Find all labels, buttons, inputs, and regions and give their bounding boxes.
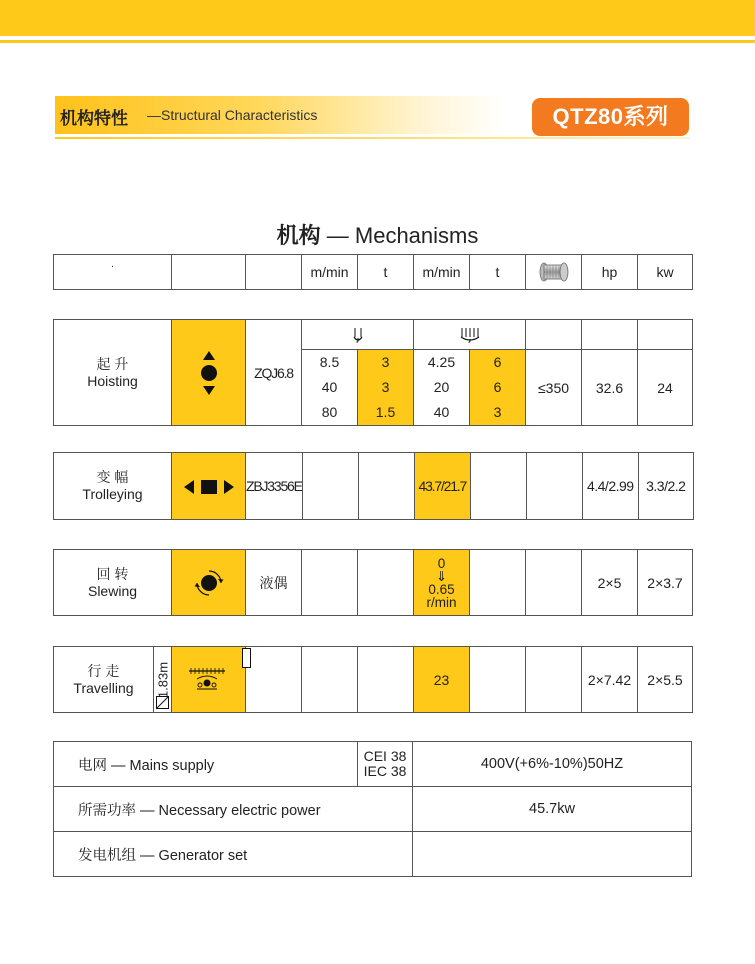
travelling-speed: 23 — [414, 647, 470, 713]
travelling-speed1 — [302, 647, 358, 713]
travelling-table — [53, 646, 693, 713]
hoisting-table — [53, 319, 693, 426]
power-supply-table — [53, 741, 692, 877]
header-load1-unit: t — [358, 255, 414, 290]
hoisting-load1 — [358, 350, 414, 426]
double-fall-hook-icon — [459, 327, 481, 343]
section-title-en: —Structural Characteristics — [147, 107, 318, 123]
trolleying-speed1 — [302, 453, 358, 520]
wire-rope-drum-icon — [539, 261, 569, 283]
mains-standard-iec: IEC 38 — [363, 763, 407, 779]
hoist-up-down-icon — [198, 350, 220, 396]
hoisting-load2-value: 6 — [493, 354, 502, 370]
hoisting-name-cn: 起 升 — [96, 355, 129, 372]
hoisting-name-cell — [54, 320, 172, 426]
travelling-load1 — [358, 647, 414, 713]
hoisting-rope: ≤350 — [526, 350, 582, 426]
mechanisms-header-table — [53, 254, 693, 290]
trolleying-name-en: Trolleying — [82, 486, 143, 502]
travelling-hp: 2×7.42 — [582, 647, 638, 713]
travelling-model — [246, 647, 302, 713]
slewing-rotation-icon — [194, 568, 224, 598]
slewing-speed-from: 0 — [437, 555, 446, 571]
travelling-bogie-icon — [185, 665, 233, 695]
header-kw: kw — [638, 255, 693, 290]
trolleying-name-cell — [54, 453, 172, 520]
rail-section-icon — [242, 648, 251, 668]
top-yellow-line — [0, 40, 755, 43]
slewing-name-en: Slewing — [87, 582, 138, 599]
hoisting-speed1-value: 40 — [321, 379, 338, 395]
travelling-name-cell — [54, 647, 154, 713]
hoisting-hp-header — [582, 320, 638, 350]
hoisting-speed2-value: 40 — [433, 404, 450, 420]
header-cell-blank — [54, 255, 172, 290]
slewing-load2 — [470, 550, 526, 616]
hoisting-speed1-value: 8.5 — [319, 354, 340, 370]
trolley-left-right-icon — [183, 479, 235, 495]
travelling-gauge-cell — [154, 647, 172, 713]
trolleying-rope — [526, 453, 582, 520]
hoisting-speed2 — [414, 350, 470, 426]
hoisting-model: ZQJ6.8 — [246, 320, 302, 426]
hoisting-hp: 32.6 — [582, 350, 638, 426]
generator-set-value — [413, 832, 692, 877]
travelling-load2 — [470, 647, 526, 713]
section-title-cn: 机构特性 — [60, 109, 128, 128]
header-speed2-unit: m/min — [414, 255, 470, 290]
necessary-power-value: 45.7kw — [413, 787, 692, 832]
hoisting-load2-value: 3 — [493, 404, 502, 420]
hoisting-speed1 — [302, 350, 358, 426]
header-hp: hp — [582, 255, 638, 290]
hoisting-load2-value: 6 — [493, 379, 502, 395]
generator-set-label: 发电机组 — Generator set — [54, 832, 413, 877]
trolleying-load2 — [470, 453, 526, 520]
down-arrow-icon: ⇓ — [435, 568, 448, 584]
slewing-model: 液偶 — [246, 550, 302, 616]
mains-supply-standard — [358, 742, 413, 787]
trolleying-table — [53, 452, 694, 520]
hoisting-speed1-value: 80 — [321, 404, 338, 420]
header-cell-icon — [172, 255, 246, 290]
hoisting-speed2-value: 4.25 — [427, 354, 456, 370]
header-load2-unit: t — [470, 255, 526, 290]
hoisting-load1-value: 3 — [381, 354, 390, 370]
slewing-icon-cell — [172, 550, 246, 616]
slewing-rope — [526, 550, 582, 616]
slewing-speed-unit: r/min — [426, 594, 457, 610]
mains-supply-value: 400V(+6%-10%)50HZ — [413, 742, 692, 787]
trolleying-name-cn: 变 幅 — [96, 469, 129, 485]
mains-standard-cei: CEI 38 — [363, 748, 407, 764]
hoisting-speed2-value: 20 — [433, 379, 450, 395]
trolleying-kw: 3.3/2.2 — [638, 453, 693, 520]
hoisting-kw-header — [638, 320, 693, 350]
slewing-table — [53, 549, 693, 616]
slewing-name-cell — [54, 550, 172, 616]
travelling-name-en: Travelling — [73, 679, 134, 696]
mains-supply-label: 电网 — Mains supply — [54, 742, 358, 787]
section-header-underline — [55, 137, 690, 139]
slewing-load1 — [358, 550, 414, 616]
travelling-gauge: 1.83m — [155, 661, 170, 698]
header-speed1-unit: m/min — [302, 255, 358, 290]
trolleying-speed: 43.7/21.7 — [414, 453, 470, 520]
hoisting-single-fall-cell — [302, 320, 414, 350]
top-yellow-bar — [0, 0, 755, 36]
mechanisms-title-en: — Mechanisms — [326, 223, 479, 248]
header-cell-model — [246, 255, 302, 290]
hoisting-kw: 24 — [638, 350, 693, 426]
mechanisms-title-cn: 机构 — [276, 223, 321, 248]
single-fall-hook-icon — [351, 327, 365, 343]
trolleying-hp: 4.4/2.99 — [582, 453, 638, 520]
slewing-kw: 2×3.7 — [638, 550, 693, 616]
hoisting-name-en: Hoisting — [87, 372, 138, 389]
mechanisms-title — [0, 219, 755, 250]
hoisting-rope-header — [526, 320, 582, 350]
header-dot: . — [111, 259, 114, 270]
rail-gauge-icon — [156, 696, 169, 709]
necessary-power-label: 所需功率 — Necessary electric power — [54, 787, 413, 832]
hoisting-icon-cell — [172, 320, 246, 426]
hoisting-load2 — [470, 350, 526, 426]
hoisting-load1-value: 3 — [381, 379, 390, 395]
series-badge: QTZ80系列 — [532, 98, 689, 136]
trolleying-load1 — [358, 453, 414, 520]
travelling-kw: 2×5.5 — [638, 647, 693, 713]
hoisting-double-fall-cell — [414, 320, 526, 350]
trolleying-icon-cell — [172, 453, 246, 520]
slewing-speed-to: 0.65 — [428, 581, 455, 597]
slewing-speed1 — [302, 550, 358, 616]
slewing-speed — [414, 550, 470, 616]
header-rope-cell — [526, 255, 582, 290]
travelling-name-cn: 行 走 — [87, 662, 120, 679]
slewing-name-cn: 回 转 — [96, 565, 129, 582]
trolleying-model: ZBJ3356E — [246, 453, 303, 520]
hoisting-load1-value: 1.5 — [375, 404, 396, 420]
travelling-rope — [526, 647, 582, 713]
slewing-hp: 2×5 — [582, 550, 638, 616]
travelling-icon-cell — [172, 647, 246, 713]
